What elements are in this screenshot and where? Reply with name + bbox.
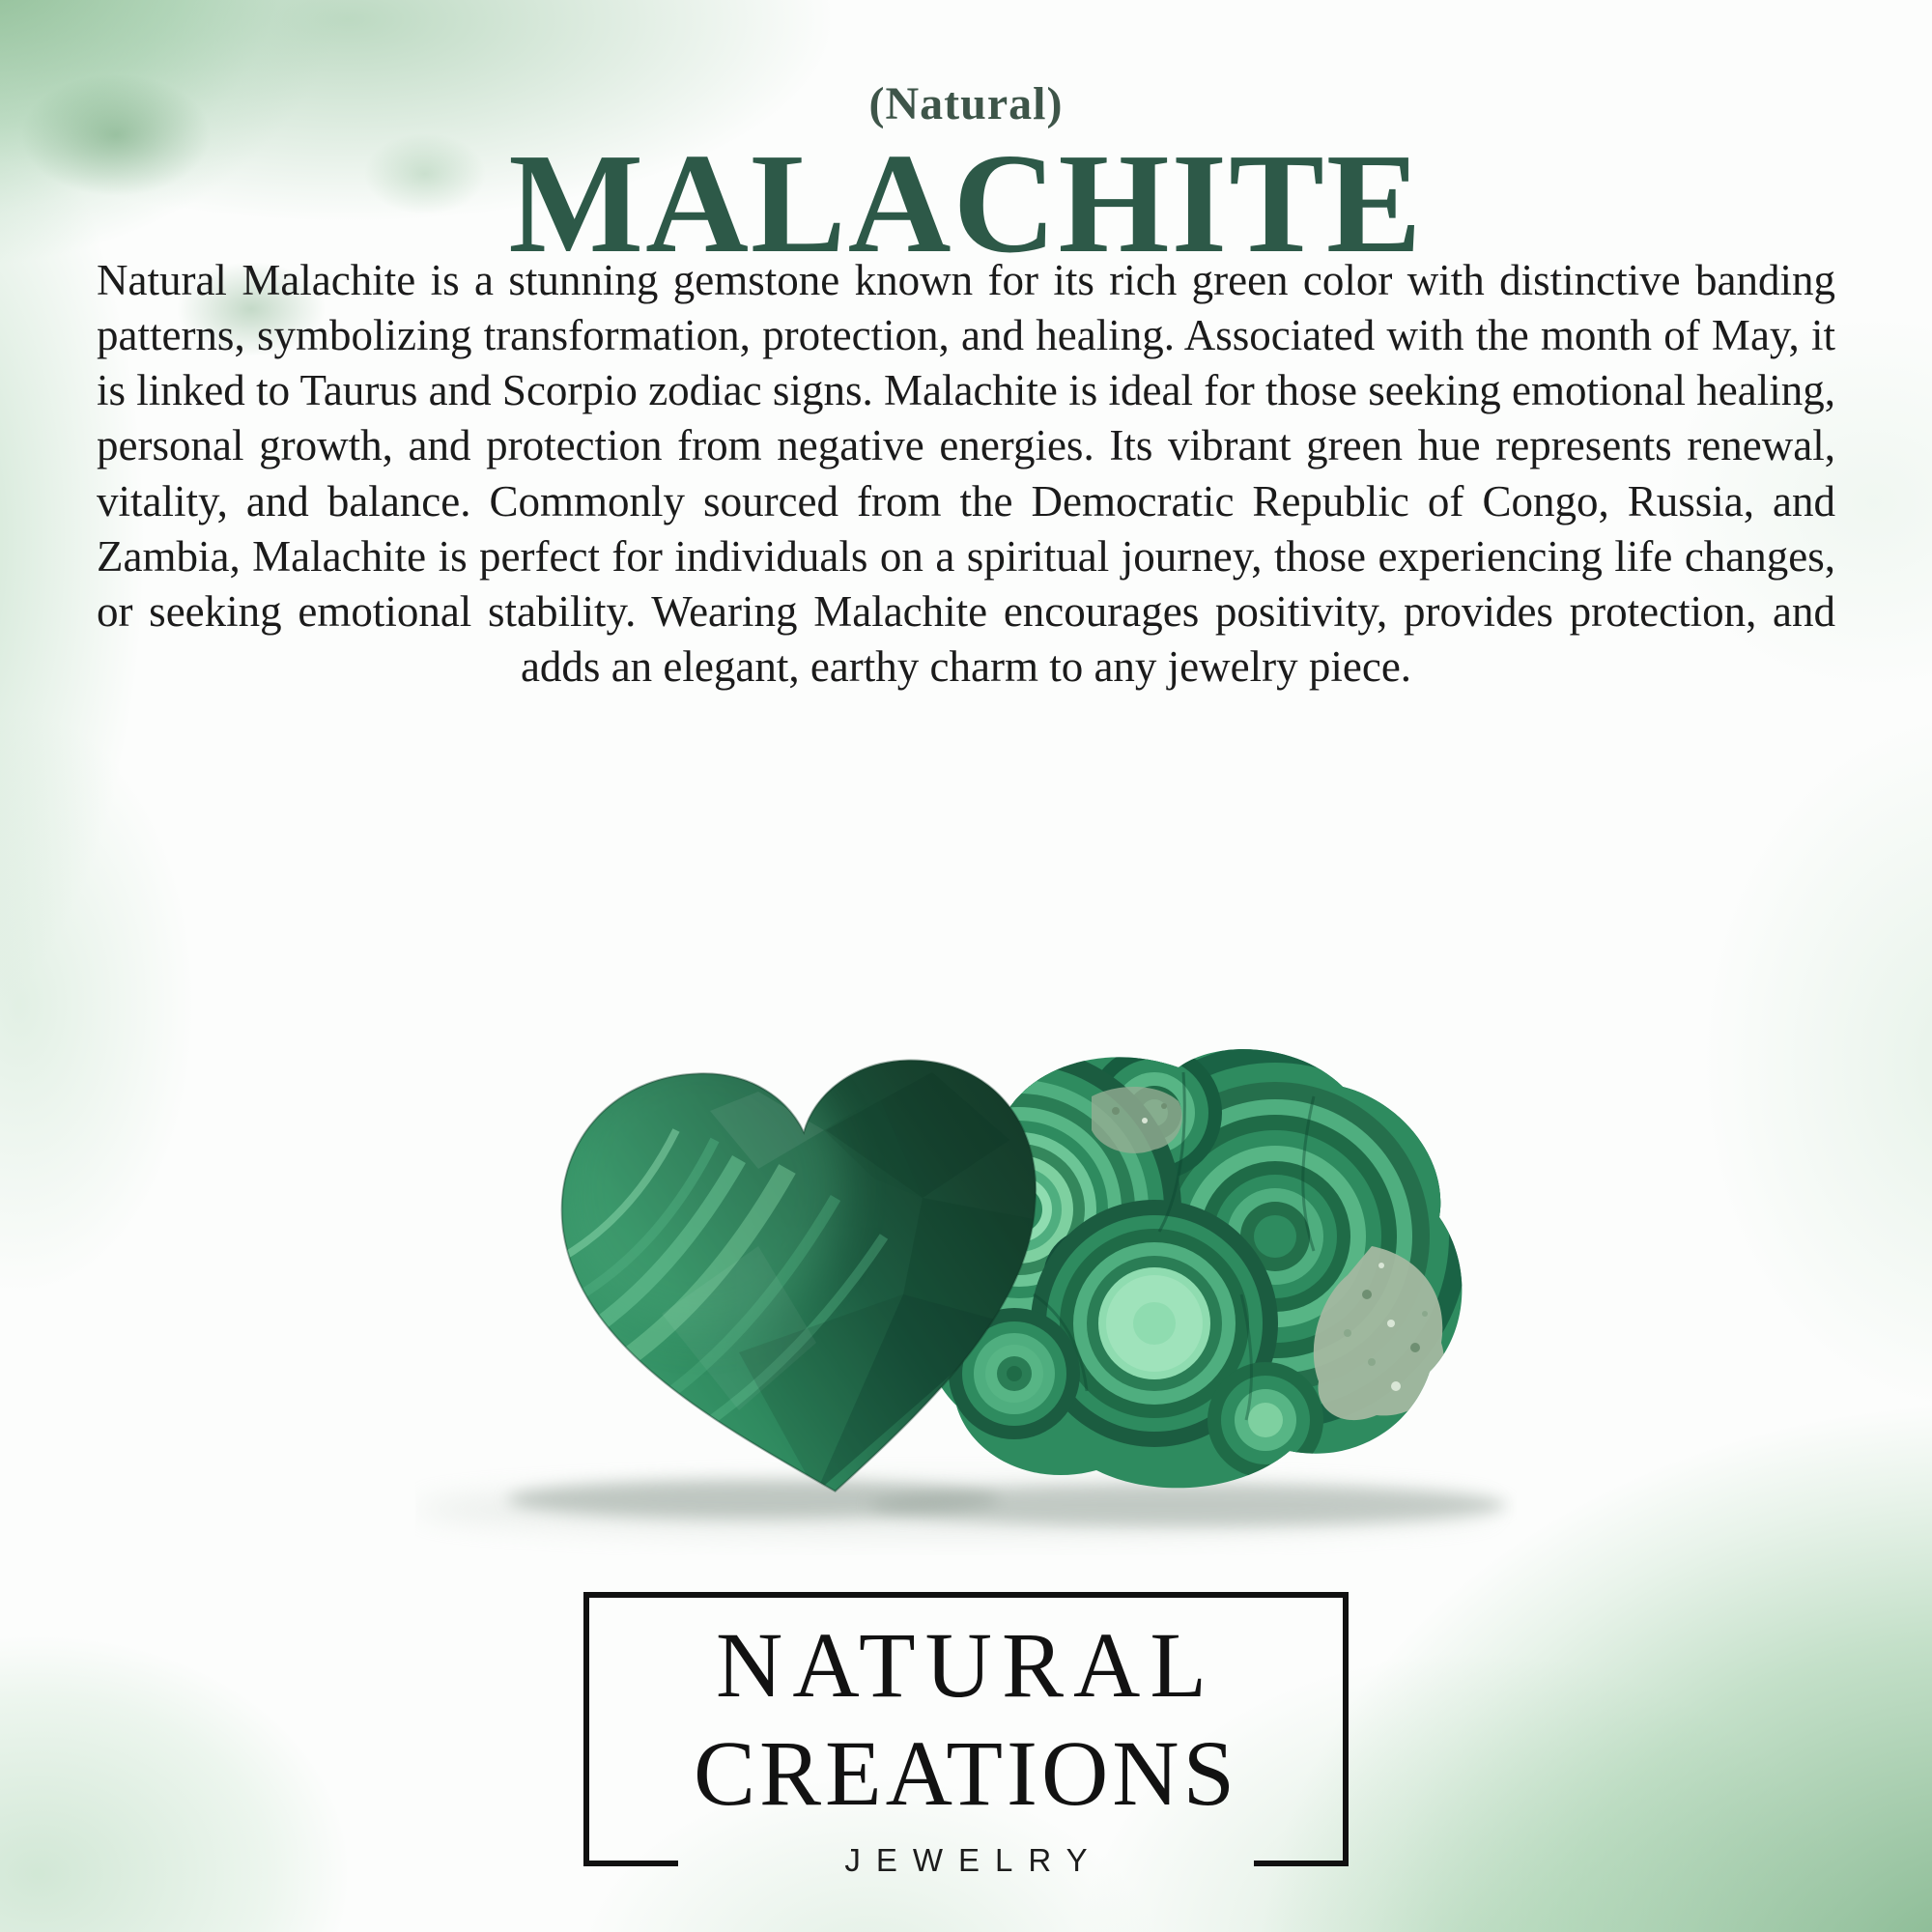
page-title: MALACHITE: [508, 125, 1424, 284]
stone-shadow: [415, 1480, 1507, 1536]
logo-name-natural: NATURAL: [716, 1613, 1216, 1717]
brand-logo: [583, 1592, 1349, 1878]
logo-name-creations: CREATIONS: [693, 1721, 1239, 1825]
logo-tagline-jewelry: JEWELRY: [844, 1842, 1103, 1878]
gemstone-illustration: [415, 1005, 1517, 1555]
header: [0, 77, 1932, 284]
malachite-stones-graphic: [415, 1005, 1517, 1555]
subtitle: (Natural): [868, 78, 1064, 129]
description-text: Natural Malachite is a stunning gemstone known for its rich green color with distinctive banding patterns, symbolizing transformation, protection, and healing. Associated with the month of May, it is linked to Taurus and Scorpio zodiac signs. Malachite is ideal for those seeking emotional healing, personal growth, and protection from negative energies. Its vibrant green hue represents renewal, vitality, and balance. Commonly sourced from the Democratic Republic of Congo, Russia, and Zambia, Malachite is perfect for individuals on a spiritual journey, those experiencing life changes, or seeking emotional stability. Wearing Malachite encourages positivity, provides protection, and adds an elegant, earthy charm to any jewelry piece.: [97, 256, 1835, 691]
